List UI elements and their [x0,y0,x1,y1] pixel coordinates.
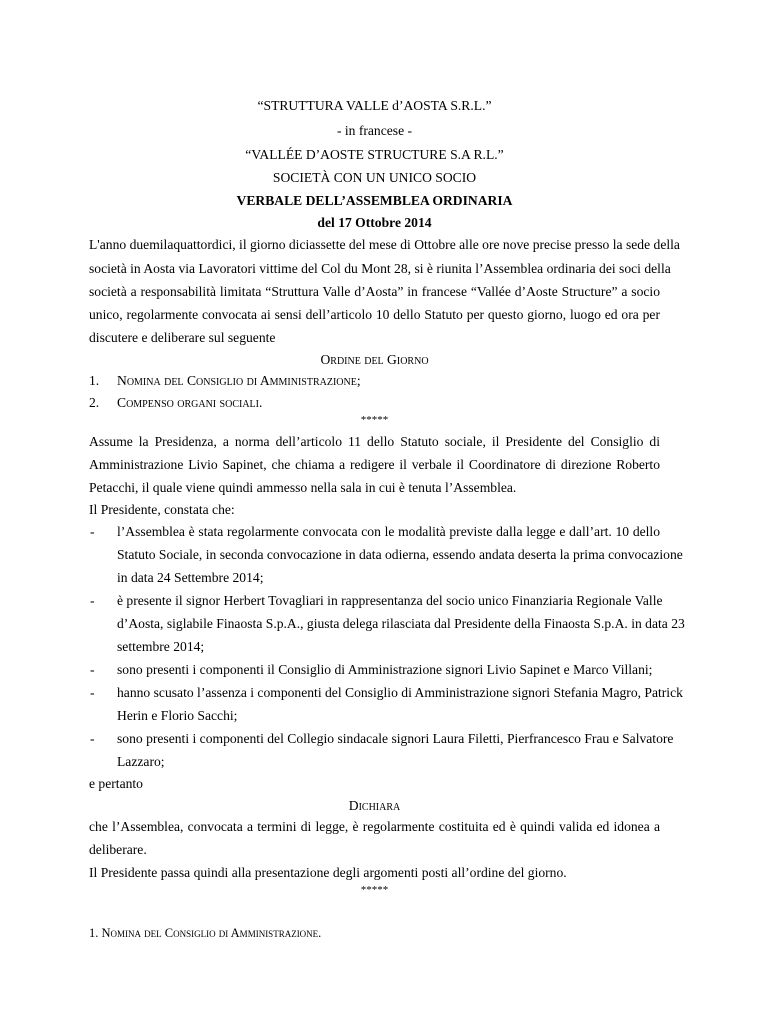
company-name-french: “VALLÉE D’AOSTE STRUCTURE S.A R.L.” [245,147,504,162]
document-date: del 17 Ottobre 2014 [317,215,432,230]
agenda-item-text: Nomina del Consiglio di Amministrazione; [117,373,361,388]
document-title: VERBALE DELL’ASSEMBLEA ORDINARIA [236,193,513,208]
intro-line: società a responsabilità limitata “Struttura Valle d’Aosta” in francese “Vallée d’Aoste Structure” a socio [89,284,660,299]
single-member-line: SOCIETÀ CON UN UNICO SOCIO [272,170,477,185]
bullet-dash: - [90,524,95,539]
section-heading: 1. Nomina del Consiglio di Amministrazione. [89,926,322,940]
in-francese-line: - in francese - [336,123,413,138]
presidency-line: Amministrazione Livio Sapinet, che chiama a redigere il verbale il Coordinatore di direzione Roberto [89,457,660,472]
intro-line: unico, regolarmente convocata ai sensi dell’articolo 10 dello Statuto per questo giorno, luogo ed ora per [89,307,660,322]
company-name: “STRUTTURA VALLE d’AOSTA S.R.L.” [257,98,492,113]
constata-line: Il Presidente, constata che: [89,502,235,517]
bullet-line: hanno scusato l’assenza i componenti del Consiglio di Amministrazione signori Stefania Magro, Patrick [117,685,683,700]
dichiara-heading: Dichiara [348,798,401,813]
agenda-heading: Ordine del Giorno [320,352,429,367]
bullet-line: sono presenti i componenti del Collegio sindacale signori Laura Filetti, Pierfrancesco Frau e Salvatore [117,731,674,746]
intro-line: L'anno duemilaquattordici, il giorno diciassette del mese di Ottobre alle ore nove precise presso la sede della [89,237,680,252]
bullet-line: sono presenti i componenti il Consiglio di Amministrazione signori Livio Sapinet e Marco Villani; [117,662,653,677]
bullet-line: l’Assemblea è stata regolarmente convocata con le modalità previste dalla legge e dall’art. 10 dello [117,524,660,539]
bullet-line: d’Aosta, siglabile Finaosta S.p.A., giusta delega rilasciata dal Presidente della Finaosta S.p.A. in data 23 [117,616,685,631]
declaration-line: che l’Assemblea, convocata a termini di legge, è regolarmente costituita ed è quindi valida ed idonea a [89,819,660,834]
bullet-dash: - [90,593,95,608]
bullet-line: è presente il signor Herbert Tovagliari in rappresentanza del socio unico Finanziaria Regionale Valle [117,593,663,608]
bullet-line: in data 24 Settembre 2014; [117,570,264,585]
intro-line: società in Aosta via Lavoratori vittime del Col du Mont 28, si è riunita l’Assemblea ordinaria dei soci della [89,261,671,276]
bullet-dash: - [90,685,95,700]
separator: ***** [360,414,389,426]
bullet-line: Statuto Sociale, in seconda convocazione in data odierna, essendo andata deserta la prima convocazione [117,547,683,562]
agenda-item-number: 2. [89,395,100,410]
agenda-item-number: 1. [89,373,100,388]
intro-line: discutere e deliberare sul seguente [89,330,276,345]
presidency-line: Assume la Presidenza, a norma dell’articolo 11 dello Statuto sociale, il Presidente del Consiglio di [89,434,660,449]
declaration-line: deliberare. [89,842,147,857]
agenda-transition-line: Il Presidente passa quindi alla presentazione degli argomenti posti all’ordine del giorno. [89,865,567,880]
separator: ***** [360,884,389,896]
bullet-dash: - [90,731,95,746]
bullet-line: Herin e Florio Sacchi; [117,708,238,723]
bullet-line: Lazzaro; [117,754,165,769]
pertanto-line: e pertanto [89,776,143,791]
presidency-line: Petacchi, il quale viene quindi ammesso nella sala in cui è tenuta l’Assemblea. [89,480,517,495]
agenda-item-text: Compenso organi sociali. [117,395,263,410]
bullet-dash: - [90,662,95,677]
bullet-line: settembre 2014; [117,639,205,654]
